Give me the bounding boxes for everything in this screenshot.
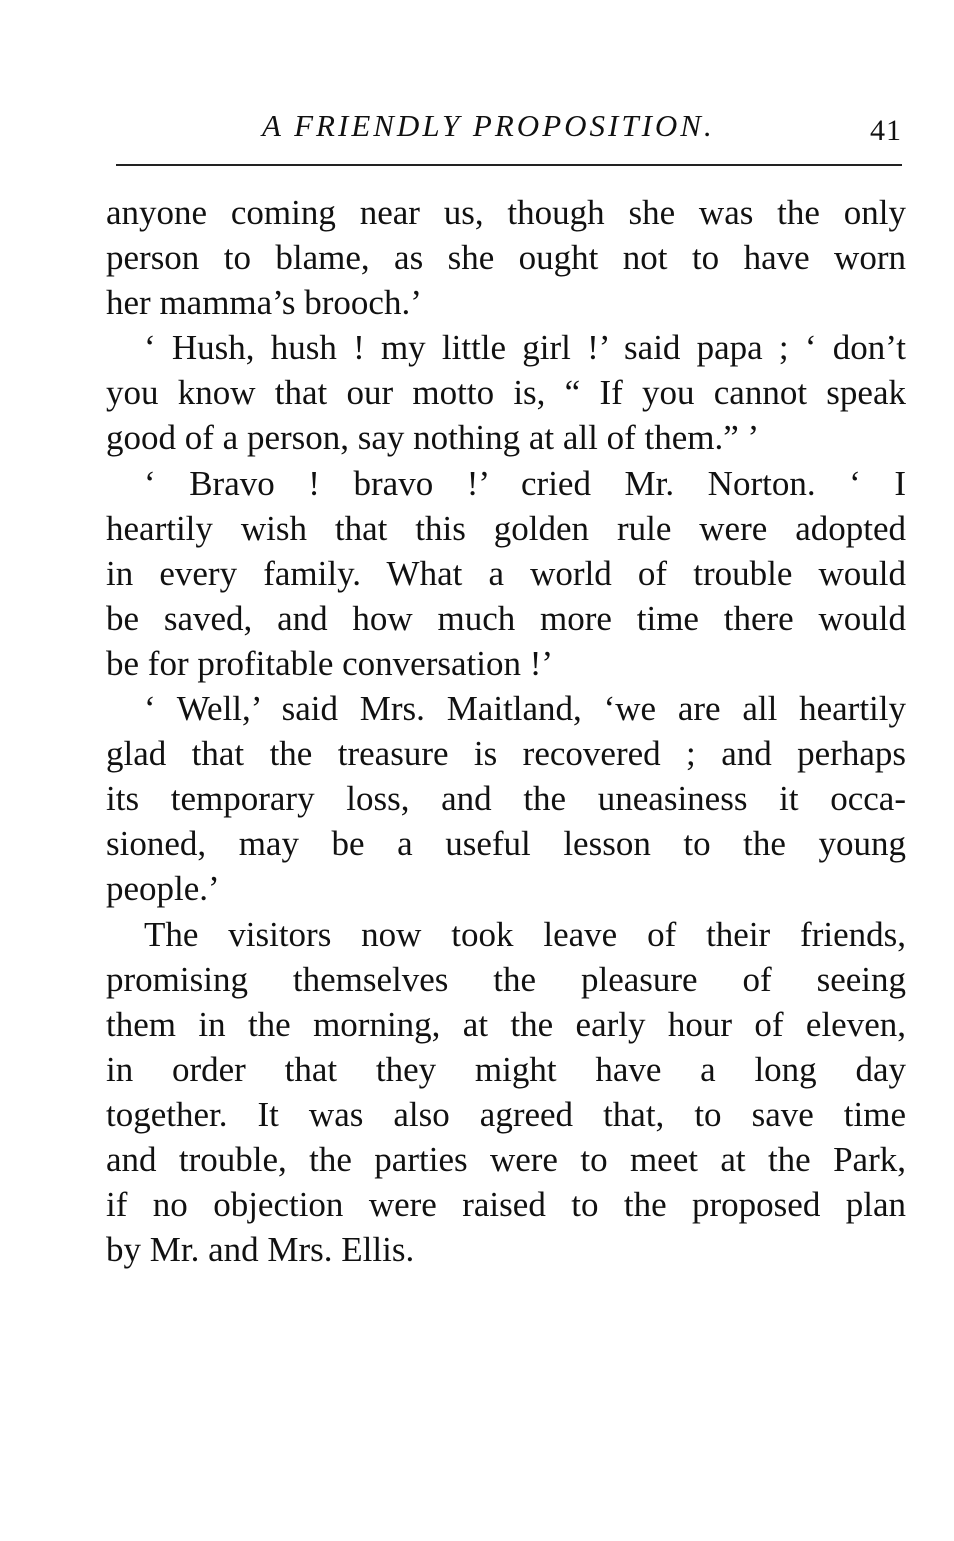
- page-number: 41: [870, 114, 902, 147]
- paragraph: [106, 686, 906, 911]
- paragraph: [106, 190, 906, 325]
- text-line: be for profitable conversation !’: [106, 643, 554, 683]
- paragraph: [106, 461, 906, 686]
- text-line: if no objection were raised to the proposed plan: [106, 1185, 906, 1225]
- text-line: glad that the treasure is recovered ; and perhaps: [106, 734, 906, 774]
- text-line: ‘ Bravo ! bravo !’ cried Mr. Norton. ‘ I: [144, 463, 906, 503]
- text-line: you know that our motto is, “ If you cannot speak: [106, 373, 906, 413]
- text-line: ‘ Well,’ said Mrs. Maitland, ‘we are all heartily: [144, 689, 906, 729]
- text-line: in order that they might have a long day: [106, 1049, 906, 1089]
- running-head: [112, 108, 902, 158]
- text-line: promising themselves the pleasure of seeing: [106, 959, 906, 999]
- text-line: in every family. What a world of trouble would: [106, 553, 906, 593]
- paragraph: [106, 912, 906, 1273]
- text-line: and trouble, the parties were to meet at the Park,: [106, 1139, 906, 1179]
- text-line: anyone coming near us, though she was the only: [106, 193, 906, 232]
- header-rule: [116, 164, 902, 166]
- text-line: her mamma’s brooch.’: [106, 283, 422, 323]
- running-title: A FRIENDLY PROPOSITION.: [262, 108, 715, 143]
- text-line: together. It was also agreed that, to save time: [106, 1094, 906, 1134]
- text-line: its temporary loss, and the uneasiness it occa-: [106, 779, 906, 819]
- text-line: sioned, may be a useful lesson to the young: [106, 824, 906, 864]
- text-line: The visitors now took leave of their friends,: [144, 914, 906, 954]
- body-text: [106, 190, 906, 1272]
- text-line: people.’: [106, 869, 220, 909]
- text-line: person to blame, as she ought not to have worn: [106, 238, 906, 278]
- text-line: be saved, and how much more time there would: [106, 598, 906, 638]
- text-line: by Mr. and Mrs. Ellis.: [106, 1230, 415, 1270]
- text-line: heartily wish that this golden rule were adopted: [106, 508, 906, 548]
- paragraph: [106, 325, 906, 460]
- text-line: good of a person, say nothing at all of them.” ’: [106, 418, 760, 458]
- text-line: ‘ Hush, hush ! my little girl !’ said papa ; ‘ don’t: [144, 328, 906, 368]
- text-line: them in the morning, at the early hour of eleven,: [106, 1004, 906, 1044]
